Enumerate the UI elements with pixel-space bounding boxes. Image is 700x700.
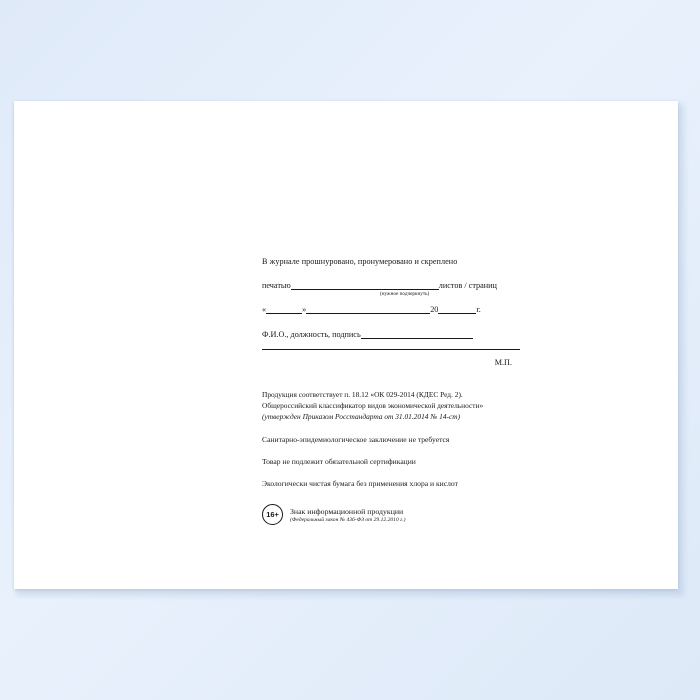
- seal-hint: (нужное подчеркнуть): [380, 290, 430, 297]
- info-mark-law: (Федеральный закон № 436-ФЗ от 29.12.2010 г.): [290, 516, 406, 523]
- info-mark-title: Знак информационной продукции: [290, 506, 404, 516]
- product-compliance-block: [262, 389, 562, 422]
- date-year-suffix: г.: [476, 304, 481, 314]
- signature-rule[interactable]: [361, 329, 473, 339]
- product-line-2: Общероссийский классификатор видов экономической деятельности»: [262, 401, 484, 410]
- ecology-note: Экологически чистая бумага без применения хлора и кислот: [262, 479, 458, 489]
- document-content: [262, 256, 562, 525]
- document-page: [14, 101, 678, 589]
- signature-row: [262, 329, 562, 339]
- date-month-rule[interactable]: [306, 304, 430, 314]
- date-quote-open: «: [262, 304, 267, 314]
- mp-label: М.П.: [494, 357, 512, 367]
- signature-label: Ф.И.О., должность, подпись: [262, 329, 361, 339]
- age-rating-icon: 16+: [262, 504, 283, 525]
- sanitary-note: Санитарно-эпидемиологическое заключение не требуется: [262, 435, 450, 445]
- date-year-prefix: 20: [430, 304, 439, 314]
- date-quote-close: »: [302, 304, 307, 314]
- date-day-rule[interactable]: [266, 304, 302, 314]
- heading-text: В журнале прошнуровано, пронумеровано и скреплено: [262, 257, 458, 266]
- signature-rule-second-line[interactable]: [262, 348, 520, 350]
- info-mark-text: [290, 507, 406, 523]
- product-line-3: (утвержден Приказом Росстандарта от 31.01.2014 № 14-ст): [262, 412, 461, 422]
- seal-fill-rule[interactable]: [291, 280, 439, 290]
- product-line-1: Продукция соответствует п. 18.12 «ОК 029-2014 (КДЕС Ред. 2).: [262, 389, 463, 399]
- seal-units: листов / страниц: [438, 280, 497, 290]
- date-row: [262, 304, 562, 314]
- seal-label: печатью: [262, 280, 291, 290]
- info-mark-row: [262, 504, 562, 525]
- seal-row: [262, 280, 562, 297]
- certification-note: Товар не подлежит обязательной сертификации: [262, 457, 416, 467]
- date-year-rule[interactable]: [438, 304, 476, 314]
